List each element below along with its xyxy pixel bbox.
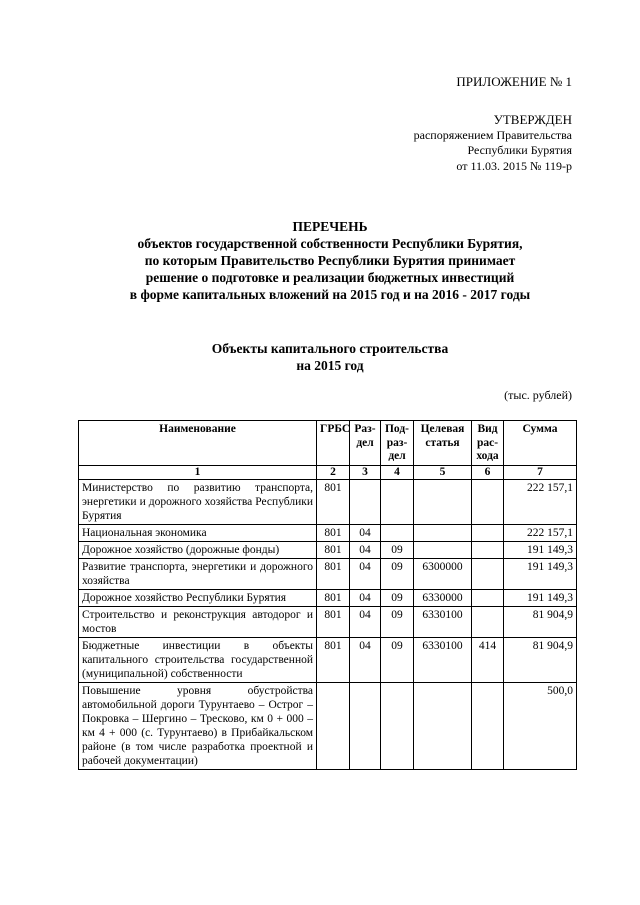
cell-podrazdel — [381, 479, 414, 524]
cell-name: Национальная экономика — [79, 524, 317, 541]
table-row — [79, 479, 577, 524]
cell-grbs — [317, 682, 350, 769]
title-line: ПЕРЕЧЕНЬ — [292, 219, 368, 234]
subtitle-line: Объекты капитального строительства — [211, 341, 449, 356]
column-number: 3 — [350, 465, 381, 479]
cell-razdel — [350, 682, 381, 769]
column-number: 1 — [79, 465, 317, 479]
cell-target: 6330000 — [414, 589, 472, 606]
cell-target: 6300000 — [414, 558, 472, 589]
cell-sum: 81 904,9 — [504, 606, 577, 637]
cell-vid — [472, 589, 504, 606]
cell-razdel: 04 — [350, 606, 381, 637]
cell-target — [414, 682, 472, 769]
cell-name: Развитие транспорта, энергетики и дорожного хозяйства — [79, 558, 317, 589]
header-vid: Вид рас-хода — [472, 421, 504, 466]
table-row — [79, 637, 577, 682]
cell-vid: 414 — [472, 637, 504, 682]
table-header-row — [79, 421, 577, 466]
cell-name: Министерство по развитию транспорта, энергетики и дорожного хозяйства Республики Бурятия — [79, 479, 317, 524]
table-row — [79, 524, 577, 541]
cell-razdel: 04 — [350, 541, 381, 558]
approved-label: УТВЕРЖДЕН — [493, 112, 572, 127]
table-row — [79, 558, 577, 589]
column-number: 7 — [504, 465, 577, 479]
header-sum: Сумма — [504, 421, 577, 466]
header-name: Наименование — [79, 421, 317, 466]
cell-podrazdel: 09 — [381, 558, 414, 589]
cell-vid — [472, 541, 504, 558]
cell-podrazdel: 09 — [381, 637, 414, 682]
order-date-number: от 11.03. 2015 № 119-р — [456, 158, 572, 173]
cell-grbs: 801 — [317, 637, 350, 682]
cell-sum: 191 149,3 — [504, 589, 577, 606]
cell-razdel: 04 — [350, 558, 381, 589]
table-row — [79, 606, 577, 637]
cell-sum: 191 149,3 — [504, 558, 577, 589]
cell-vid — [472, 558, 504, 589]
approved-by: распоряжением Правительства — [413, 127, 572, 142]
cell-podrazdel — [381, 524, 414, 541]
cell-grbs: 801 — [317, 606, 350, 637]
cell-sum: 222 157,1 — [504, 479, 577, 524]
cell-vid — [472, 682, 504, 769]
title-line: решение о подготовке и реализации бюджетных инвестиций — [145, 270, 515, 285]
table-row — [79, 589, 577, 606]
title-line: в форме капитальных вложений на 2015 год и на 2016 - 2017 годы — [129, 287, 531, 302]
header-razdel: Раз-дел — [350, 421, 381, 466]
column-number: 4 — [381, 465, 414, 479]
cell-razdel: 04 — [350, 589, 381, 606]
cell-target — [414, 479, 472, 524]
appendix-label: ПРИЛОЖЕНИЕ № 1 — [456, 74, 572, 89]
cell-sum: 500,0 — [504, 682, 577, 769]
cell-grbs: 801 — [317, 589, 350, 606]
title-line: по которым Правительство Республики Бурятия принимает — [144, 253, 516, 268]
table-row — [79, 682, 577, 769]
cell-podrazdel: 09 — [381, 541, 414, 558]
column-number: 5 — [414, 465, 472, 479]
header-grbs: ГРБС — [317, 421, 350, 466]
cell-vid — [472, 524, 504, 541]
cell-razdel: 04 — [350, 524, 381, 541]
cell-vid — [472, 606, 504, 637]
cell-target: 6330100 — [414, 637, 472, 682]
units-note: (тыс. рублей) — [504, 388, 572, 402]
document-title — [60, 218, 600, 303]
cell-name: Дорожное хозяйство Республики Бурятия — [79, 589, 317, 606]
cell-razdel — [350, 479, 381, 524]
cell-sum: 222 157,1 — [504, 524, 577, 541]
cell-name: Строительство и реконструкция автодорог и мостов — [79, 606, 317, 637]
cell-podrazdel: 09 — [381, 606, 414, 637]
table-row — [79, 541, 577, 558]
header-podrazdel: Под-раз-дел — [381, 421, 414, 466]
cell-name: Бюджетные инвестиции в объекты капитального строительства государственной (муниципальной) собственности — [79, 637, 317, 682]
column-number: 2 — [317, 465, 350, 479]
cell-podrazdel — [381, 682, 414, 769]
header-target: Целевая статья — [414, 421, 472, 466]
republic-name: Республики Бурятия — [467, 143, 572, 157]
subtitle-line: на 2015 год — [296, 358, 364, 373]
cell-grbs: 801 — [317, 524, 350, 541]
cell-target — [414, 541, 472, 558]
cell-vid — [472, 479, 504, 524]
cell-sum: 81 904,9 — [504, 637, 577, 682]
cell-grbs: 801 — [317, 541, 350, 558]
cell-grbs: 801 — [317, 558, 350, 589]
cell-target — [414, 524, 472, 541]
investment-table — [78, 420, 577, 770]
cell-target: 6330100 — [414, 606, 472, 637]
cell-name: Повышение уровня обустройства автомобильной дороги Турунтаево – Острог – Покровка – Шергино – Тресково, км 0 + 000 – км 4 + 000 (с. Турунтаево) в Прибайкальском районе (в том числе разработка проектной и рабочей документации) — [79, 682, 317, 769]
column-number-row — [79, 465, 577, 479]
cell-podrazdel: 09 — [381, 589, 414, 606]
cell-grbs: 801 — [317, 479, 350, 524]
title-line: объектов государственной собственности Республики Бурятия, — [137, 236, 523, 251]
approval-block — [360, 112, 572, 174]
cell-razdel: 04 — [350, 637, 381, 682]
section-subtitle — [120, 340, 540, 374]
cell-name: Дорожное хозяйство (дорожные фонды) — [79, 541, 317, 558]
column-number: 6 — [472, 465, 504, 479]
cell-sum: 191 149,3 — [504, 541, 577, 558]
